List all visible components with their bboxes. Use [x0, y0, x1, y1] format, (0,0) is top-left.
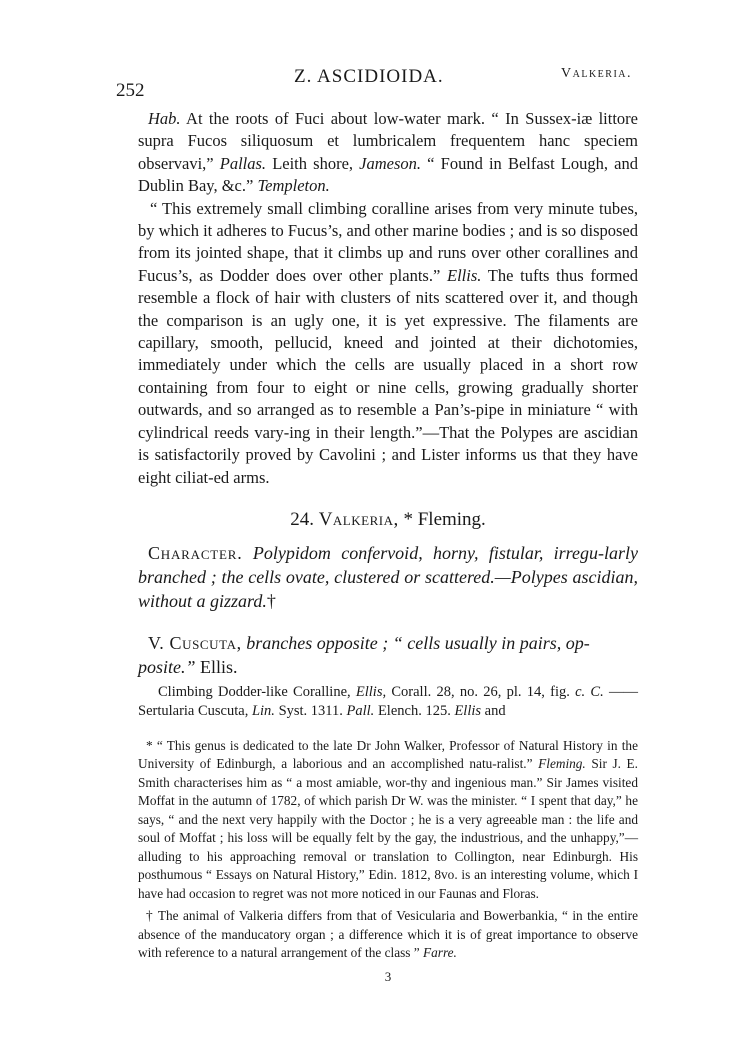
character-label: Character.: [148, 542, 243, 563]
running-header: [112, 60, 632, 102]
citation-ellis: Ellis.: [446, 265, 482, 285]
running-title: Z. ASCIDIOIDA.: [294, 66, 444, 87]
species-entry: [138, 631, 638, 679]
synonym-text: ——Sertularia Cuscuta,: [138, 683, 638, 719]
character-paragraph: [138, 541, 638, 613]
main-text: [138, 108, 638, 489]
genus-heading: [138, 509, 638, 531]
footnote-text: * “ This genus is dedicated to the late Dr John Walker, Professor of Natural History in the University of Edinburgh, a laborious and an accomplished natu-ralist.”: [138, 737, 638, 772]
synonym-text: Syst. 1311.: [274, 702, 347, 719]
species-author: Ellis.: [200, 656, 238, 677]
genus-name: Valkeria,: [318, 508, 399, 530]
description-text: “ This extremely small climbing coralline arises from very minute tubes, by which it adheres to Fucus’s, and other marine bodies ; and is so disposed from its jointed shape, that it climbs up and runs over other corallines and Fucus’s, as Dodder does over other plants.”: [138, 198, 638, 285]
synonym-text: Elench. 125.: [374, 702, 455, 719]
signature-mark: 3: [384, 968, 392, 984]
habitat-text: At the roots of Fuci about low-water mark. “ In Sussex-iæ littore supra Fucos siliquosum et lumbricalem frequentem hanc speciem observavi,”: [138, 109, 638, 173]
citation-ellis: Ellis,: [355, 683, 387, 700]
citation-farre: Farre.: [423, 945, 457, 961]
footnote-1: [138, 737, 638, 904]
synonym-text: and: [481, 702, 506, 719]
page-number: 252: [116, 80, 145, 101]
species-diagnosis: branches opposite ; “ cells usually in pairs, op-posite.”: [138, 632, 590, 677]
habitat-paragraph: [138, 108, 638, 198]
running-genus: Valkeria.: [561, 66, 632, 81]
habitat-text: “ Found in Belfast Lough, and Dublin Bay, &c.”: [138, 153, 638, 196]
character-text: Polypidom confervoid, horny, fistular, irregu-larly branched ; the cells ovate, clustered or scattered.—Polypes ascidian, without a gizzard.: [138, 542, 638, 611]
footnotes: [138, 737, 638, 963]
citation-templeton: Templeton.: [257, 176, 330, 196]
footnote-2: [138, 907, 638, 963]
citation-pallas: Pallas.: [219, 153, 267, 173]
citation-ellis: Ellis: [454, 702, 482, 719]
figure-ref: c. C.: [575, 683, 604, 700]
genus-number: 24.: [290, 508, 314, 530]
habitat-text: Leith shore,: [266, 153, 360, 173]
habitat-label: Hab.: [148, 109, 181, 128]
synonymy: [138, 683, 638, 721]
citation-linnaeus: Lin.: [251, 702, 275, 719]
synonym-text: Corall. 28, no. 26, pl. 14, fig.: [386, 683, 576, 700]
citation-fleming: Fleming.: [538, 756, 586, 772]
species-name: V. Cuscuta,: [148, 632, 242, 653]
citation-jameson: Jameson.: [359, 153, 422, 173]
footnote-mark: †: [266, 590, 276, 611]
footnote-text: Sir J. E. Smith characterises him as “ a most amiable, wor-thy and ingenious man.” Sir James visited Moffat in the autumn of 1782, of which parish Dr W. was the minister. “ I spent that day,” he says, “ and the next very happily with the Doctor ; he is a very agreeable man : the life and soul of Moffat ; his loss will be equally felt by the gay, the industrious, and the unhappy,”—alluding to his approaching removal or translation to Collington, near Edinburgh. His posthumous “ Essays on Natural History,” Edin. 1812, 8vo. is an interesting volume, which I have had occasion to regret was not more noticed in our Faunas and Floras.: [138, 756, 638, 901]
book-page: [112, 60, 638, 985]
citation-pallas: Pall.: [346, 702, 375, 719]
footnote-text: † The animal of Valkeria differs from that of Vesicularia and Bowerbankia, “ in the entire absence of the manducatory organ ; a difference which it is of great importance to observe with reference to a natural arrangement of the class ”: [138, 908, 638, 961]
footnote-mark: *: [403, 508, 413, 530]
description-text: The tufts thus formed resemble a flock of hair with clusters of nits scattered over it, and though the comparison is an ugly one, it is yet expressive. The filaments are capillary, smooth, pellucid, kneed and jointed at their dichotomies, immediately under which the cells are usually placed in a short row containing from four to eight or nine cells, growing gradually shorter outwards, and so arranged as to resemble a Pan’s-pipe in miniature “ with cylindrical reeds vary-ing in their length.”—That the Polypes are ascidian is satisfactorily proved by Cavolini ; and Lister informs us that they have eight ciliat-ed arms.: [138, 265, 638, 487]
synonym-text: Climbing Dodder-like Coralline,: [158, 683, 356, 700]
genus-author: Fleming.: [417, 508, 486, 530]
description-paragraph: [138, 198, 638, 489]
